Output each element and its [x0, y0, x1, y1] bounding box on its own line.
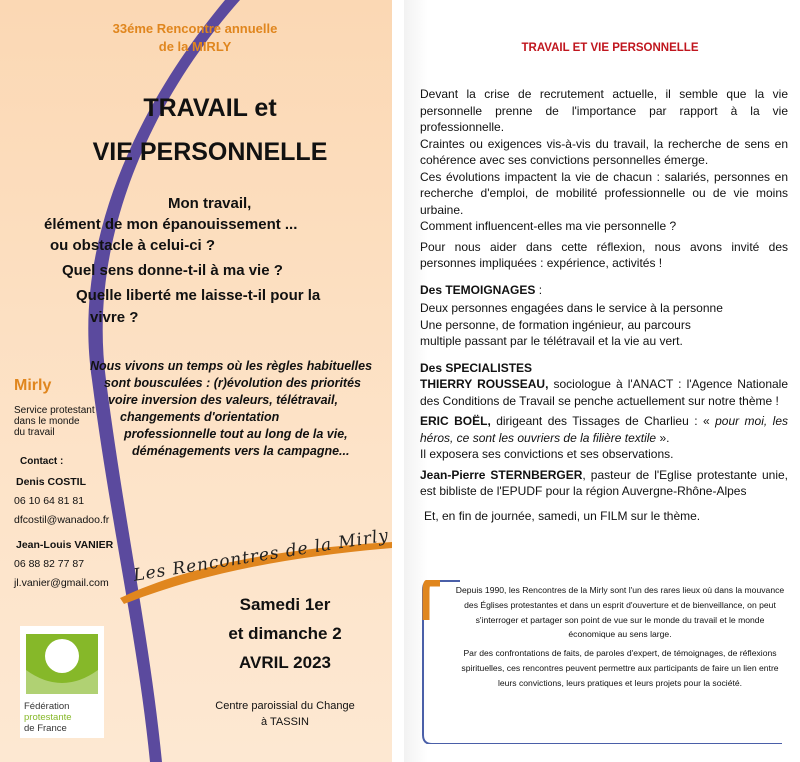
service-line: du travail: [14, 427, 55, 438]
intro-line: professionnelle tout au long de la vie,: [124, 427, 348, 441]
logo-line: Fédération: [24, 701, 70, 712]
logo-line: de France: [24, 723, 67, 734]
specialist-text: ».: [656, 430, 670, 445]
temoignages-heading: Des TEMOIGNAGES: [420, 282, 536, 297]
temoignage-line: Une personne, de formation ingénieur, au parcours: [420, 317, 691, 332]
flyer-title: [60, 86, 360, 174]
intro-line: déménagements vers la campagne...: [132, 444, 350, 458]
specialist-name: Jean-Pierre STERNBERGER: [420, 467, 583, 482]
contact-email[interactable]: dfcostil@wanadoo.fr: [14, 514, 110, 526]
specialist-sternberger: [420, 467, 788, 500]
film-note: Et, en fin de journée, samedi, un FILM sur le thème.: [424, 508, 701, 523]
intro-line: changements d'orientation: [120, 410, 280, 424]
paragraph: Pour nous aider dans cette réflexion, nous avons invité des personnes impliquées : expérience, activités !: [420, 239, 788, 270]
paragraph: Ces évolutions impactent la vie de chacun : salariés, personnes en recherche d'emploi, de mobilité professionnelle ou de vie moins urbaine.: [420, 169, 788, 217]
flyer-front: [0, 0, 392, 762]
place-line: à TASSIN: [261, 716, 309, 728]
service-line: Service protestant: [14, 405, 95, 416]
fpf-logo-icon: [20, 626, 104, 696]
date-line: Samedi 1er: [239, 595, 331, 614]
intro-line: Nous vivons un temps où les règles habituelles: [90, 359, 373, 373]
contact-name: Denis COSTIL: [16, 476, 87, 488]
contact-name: Jean-Louis VANIER: [16, 539, 114, 551]
question-6: vivre ?: [90, 309, 139, 326]
history-paragraph: Par des confrontations de faits, de paroles d'expert, de témoignages, de réflexions spirituelles, ces rencontres peuvent permettre aux participants de faire un lien entre leurs convictions, leurs pratiques et leurs projets pour la société.: [461, 648, 779, 688]
specialist-name: THIERRY ROUSSEAU,: [420, 377, 549, 391]
service-line: dans le monde: [14, 416, 80, 427]
history-box: [455, 583, 785, 691]
specialist-boel: [420, 413, 788, 446]
place-line: Centre paroissial du Change: [215, 700, 355, 712]
question-1: Mon travail,: [168, 195, 252, 212]
title-line-2: VIE PERSONNELLE: [92, 138, 328, 166]
contact-email[interactable]: jl.vanier@gmail.com: [14, 577, 109, 589]
contact-phone[interactable]: 06 10 64 81 81: [14, 495, 85, 507]
intro-line: voire inversion des valeurs, télétravail,: [108, 393, 338, 407]
temoignage-line: Deux personnes engagées dans le service à la personne: [420, 301, 723, 315]
fpf-logo: [20, 626, 104, 738]
paragraph: Craintes ou exigences vis-à-vis du travail, la recherche de sens en cohérence avec ses convictions personnelles émerge.: [420, 136, 788, 167]
intro-text: [80, 358, 380, 460]
temoignage-line: multiple passant par le télétravail et la vie au vert.: [420, 334, 683, 348]
date-line: et dimanche 2: [228, 624, 342, 643]
paragraph: Comment influencent-elles ma vie personnelle ?: [420, 219, 677, 233]
specialist-text: sociologue à l'ANACT : l'Agence Nationale des Conditions de Travail se penche actuellement sur notre thème !: [420, 377, 789, 408]
specialist-name: ERIC BOËL,: [420, 414, 491, 428]
specialist-rousseau: [420, 376, 788, 409]
logo-line: protestante: [24, 712, 72, 723]
contact-phone[interactable]: 06 88 82 77 87: [14, 558, 85, 570]
question-2: élément de mon épanouissement ...: [44, 216, 298, 233]
announcement-line-1: 33éme Rencontre annuelle: [112, 21, 278, 36]
mirly-label: Mirly: [14, 377, 52, 394]
contact-label: Contact :: [20, 456, 64, 467]
event-dates: [190, 590, 380, 677]
announcement: [80, 20, 310, 56]
history-paragraph: Depuis 1990, les Rencontres de la Mirly sont l'un des rares lieux où dans la mouvance des Églises protestantes et dans un esprit d'ouverture et de bienveillance, on peut s'interroger et partager son point de vue sur le monde du travail et le monde économique au sens large.: [455, 585, 785, 640]
main-text: Devant la crise de recrutement actuelle, il semble que la vie personnelle prenne de l'importance par rapport à la vie professionnelle. Craintes ou exigences vis-à-vis du travail, la recherche de sens en cohérence avec ses convictions personnelles émerge. Ces évolutions impactent la vie de chacun : salariés, personnes en recherche d'emploi, de mobilité professionnelle ou de vie moins urbaine. Comment influencent-elles ma vie personnelle ? Pour nous aider dans cette réflexion, nous avons invité des personnes impliquées : expérience, activités ! Des TEMOIGNAGES : Deux personnes engagées dans le service à la personne Une personne, de formation ingénieur, au parcours multiple passant par le télétravail et la vie au vert. Des SPECIALISTES THIERRY ROUSSEAU, sociologue à l'ANACT : l'Agence Nationale des Conditions de Travail se penche actuellement sur notre thème ! ERIC BOËL, dirigeant des Tissages de Charlieu : « pour moi, les héros, ce sont les ouvriers de la filière textile ». Il exposera ses convictions et ses observations. Jean-Pierre STERNBERGER, pasteur de l'Eglise protestante unie, est bibliste de l'EPUDF pour la région Auvergne-Rhône-Alpes Et, en fin de journée, samedi, un FILM sur le thème.: [420, 87, 789, 523]
specialist-text: , pasteur de l'Eglise protestante unie, est bibliste de l'EPUDF pour la région Auvergne-Rhône-Alpes: [420, 467, 788, 498]
question-5: Quelle liberté me laisse-t-il pour la: [76, 287, 321, 304]
question-3: ou obstacle à celui-ci ?: [50, 237, 216, 254]
specialist-text: dirigeant des Tissages de Charlieu : «: [490, 414, 716, 428]
specialistes-heading: Des SPECIALISTES: [420, 360, 533, 375]
specialist-quote: pour moi, les héros, ce sont les ouvriers de la filière textile: [420, 414, 789, 445]
service-description: [14, 405, 104, 438]
rencontres-banner: Les Rencontres de la Mirly: [132, 525, 391, 586]
date-line: AVRIL 2023: [239, 653, 331, 672]
question-4: Quel sens donne-t-il à ma vie ?: [62, 262, 283, 279]
specialist-text: Il exposera ses convictions et ses observations.: [420, 447, 674, 461]
title-line-1: TRAVAIL et: [143, 94, 277, 122]
event-place: [200, 698, 370, 730]
paragraph: Devant la crise de recrutement actuelle, il semble que la vie personnelle prenne de l'importance par rapport à la vie professionnelle.: [420, 87, 788, 134]
page-title: TRAVAIL ET VIE PERSONNELLE: [521, 42, 699, 54]
contact-block: [14, 456, 114, 593]
announcement-line-2: de la MIRLY: [158, 39, 232, 54]
intro-line: sont bousculées : (r)évolution des priorités: [104, 376, 361, 390]
